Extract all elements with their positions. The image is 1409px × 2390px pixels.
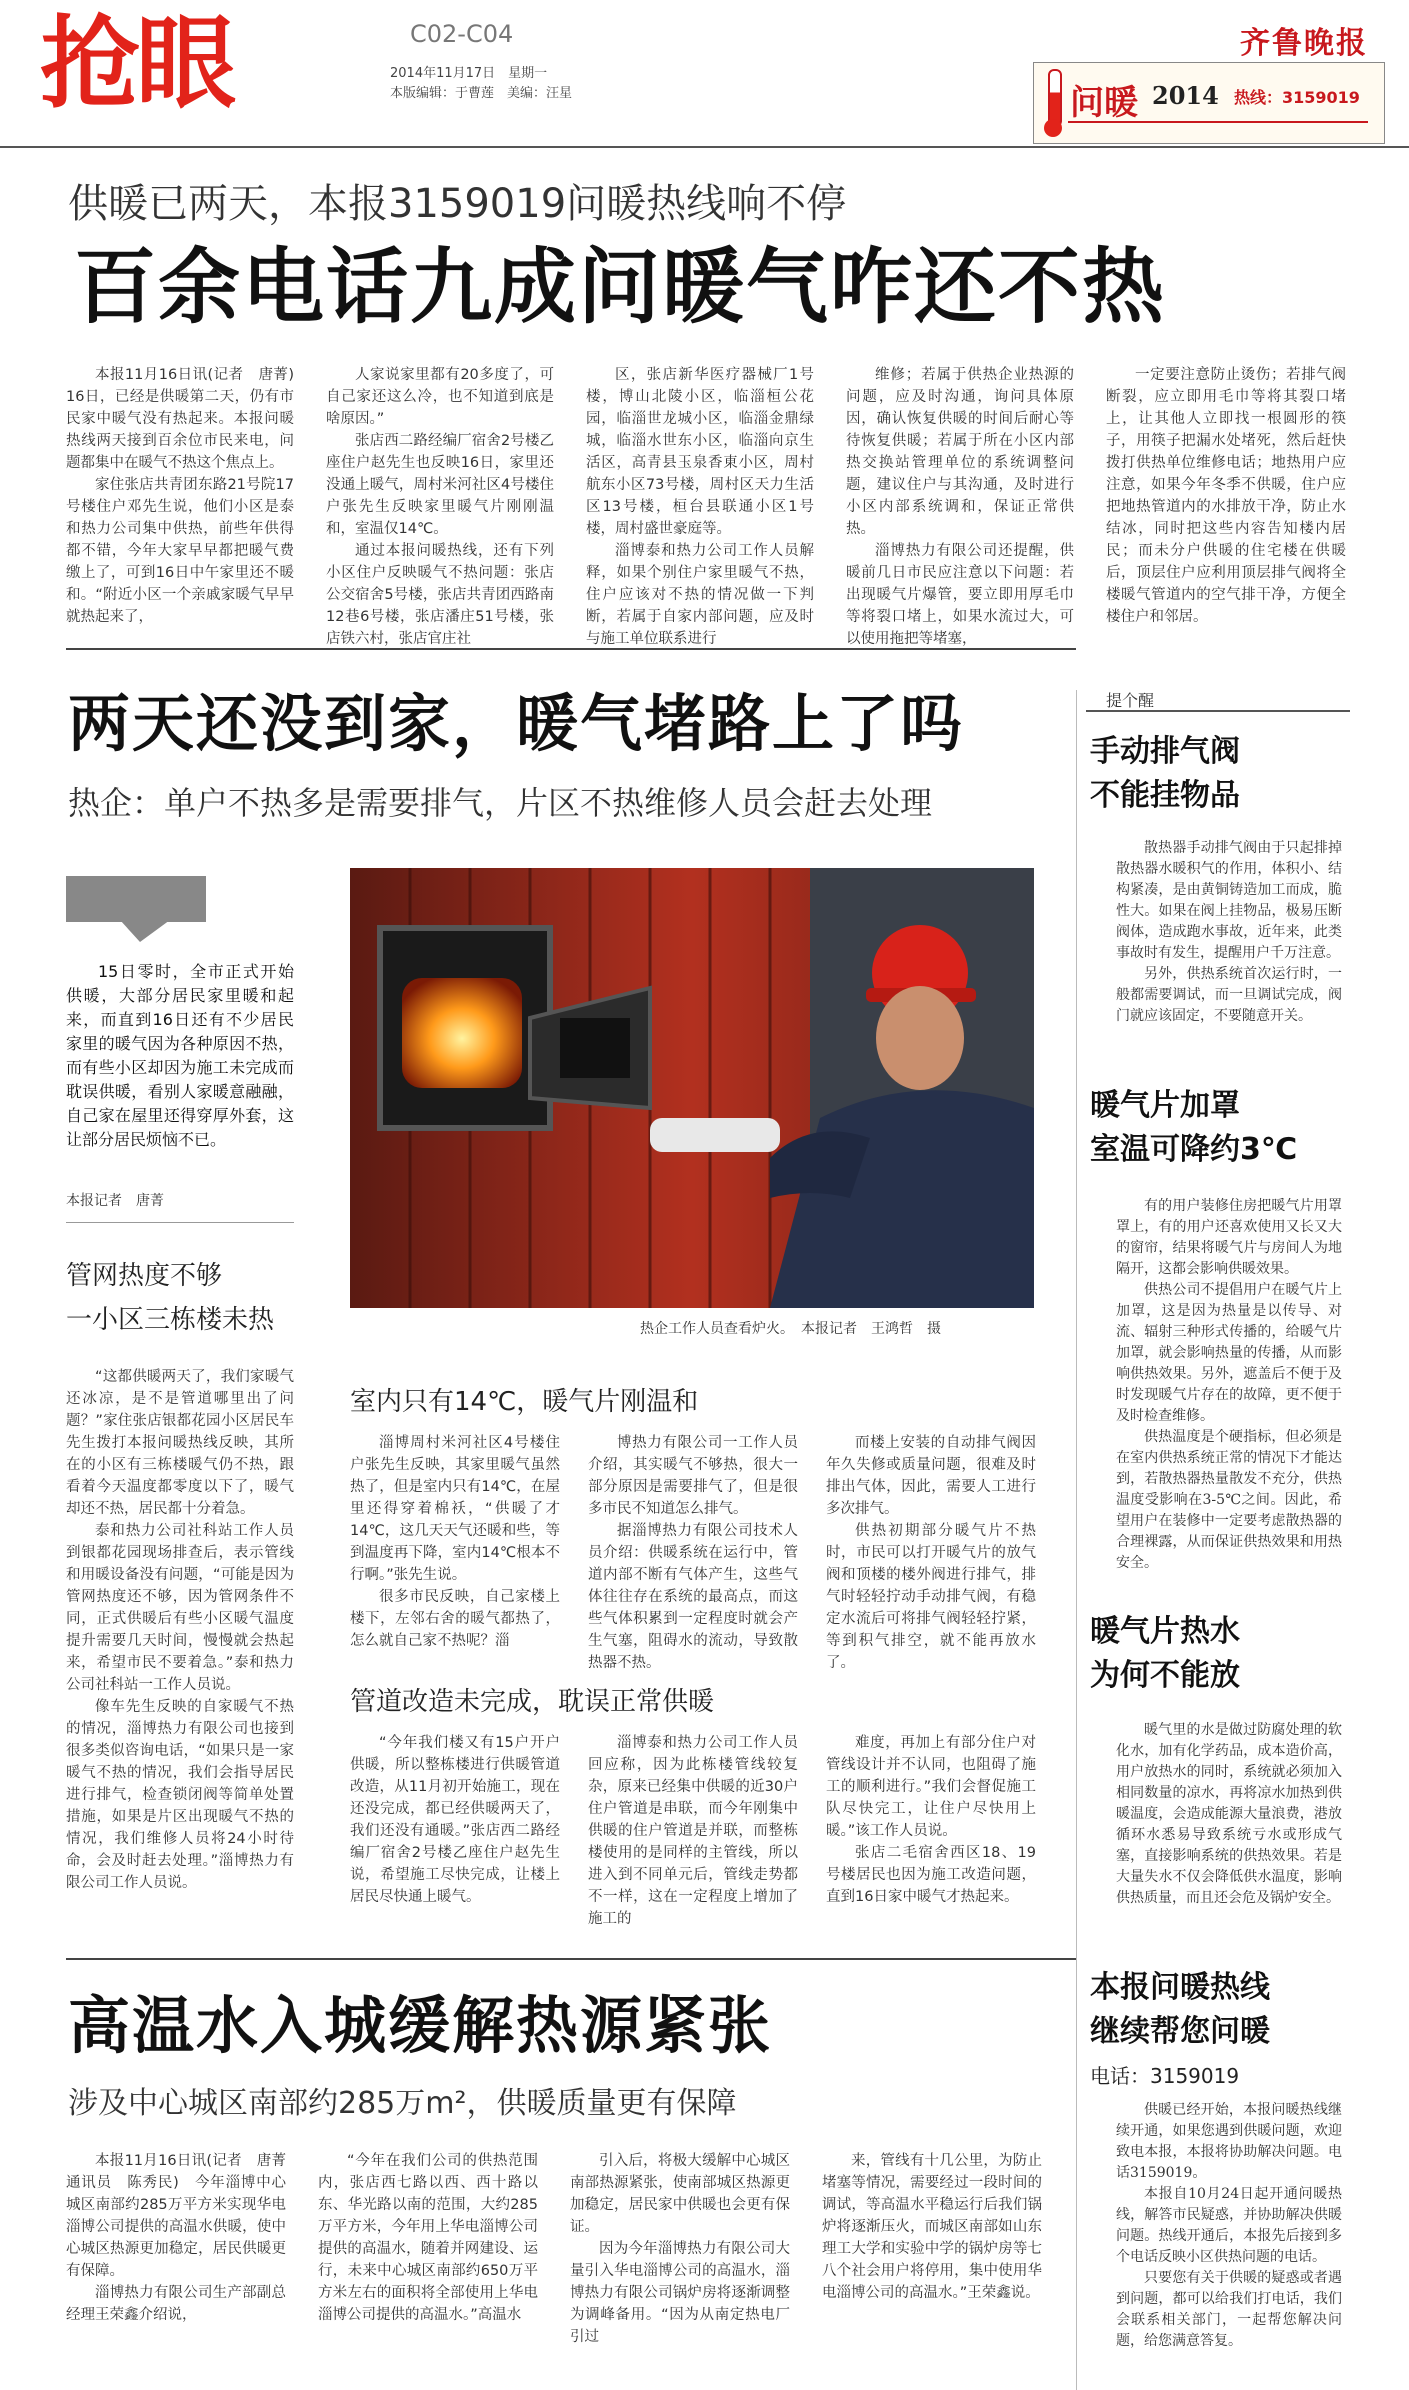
- paper-name: 齐鲁晚报: [1240, 26, 1368, 61]
- sub3-col-1: [350, 1732, 560, 1932]
- paragraph: 因为今年淄博热力有限公司大量引入华电淄博公司的高温水，淄博热力有限公司锅炉房将逐渐调整为调峰备用。“因为从南定热电厂引过: [570, 2241, 790, 2345]
- sub2-col-2: [588, 1432, 798, 1671]
- header-rule: [0, 146, 1409, 148]
- paragraph: 张店二毛宿舍西区18、19号楼居民也因为施工改造问题，直到16日家中暖气才热起来。: [826, 1845, 1036, 1905]
- story3-kicker: 涉及中心城区南部约285万m²，供暖质量更有保障: [68, 2086, 737, 2121]
- sidebar-tag: 提个醒: [1106, 691, 1155, 710]
- paragraph: 本报11月16日讯(记者 唐菁) 16日，已经是供暖第二天，仍有市民家中暖气没有热起来。本报问暖热线两天接到百余位市民来电，问题都集中在暖气不热这个焦点上。: [66, 367, 309, 471]
- paragraph: 张店西二路经编厂宿舍2号楼乙座住户赵先生也反映16日，家里还没通上暖气，周村米河社区4号楼住户张先生反映家里暖气片刚刚温和，室温仅14℃。: [326, 433, 554, 537]
- paragraph: 人家说家里都有20多度了，可自己家还这么冷，也不知道到底是啥原因。”: [326, 367, 554, 427]
- sidebar-tag-bar: [1086, 686, 1350, 712]
- paragraph: 本报自10月24日起开通问暖热线，解答市民疑惑，并协助解决供暖问题。热线开通后，本报先后接到多个电话反映小区供热问题的电话。: [1116, 2186, 1342, 2265]
- story1-col-1: [66, 364, 309, 634]
- story1-headline: 百余电话九成问暖气咋还不热: [74, 240, 1167, 335]
- story3-col-4: [822, 2150, 1042, 2372]
- subhead-network-heat-text: [66, 1366, 294, 1926]
- story3-col-3: [570, 2150, 790, 2372]
- paragraph: “今年在我们公司的供热范围内，张店西七路以西、西十路以东、华光路以南的范围，大约285万平方米，今年用上华电淄博公司提供的高温水，随着并网建设、运行，未来中心城区南部约650万平方米左右的面积将全部使用上华电淄博公司提供的高温水。”高温水: [318, 2153, 538, 2323]
- paragraph: 维修；若属于供热企业热源的问题，应及时沟通，询问具体原因，确认恢复供暖的时间后耐心等待恢复供暖；若属于所在小区内部热交换站管理单位的系统调整问题，建议住户与其沟通，及时进行小区内部系统调和，保证正常供热。: [846, 367, 1074, 537]
- paragraph: 引入后，将极大缓解中心城区南部热源紧张，使南部城区热源更加稳定，居民家中供暖也会更有保证。: [570, 2153, 790, 2235]
- story1-col-3: [586, 364, 814, 647]
- paragraph: 淄博泰和热力公司工作人员回应称，因为此栋楼管线较复杂，原来已经集中供暖的近30户住户管道是串联，而今年刚集中供暖的住户管道是并联，而整栋楼使用的是同样的主管线，所以进入到不同单元后，管线走势都不一样，这在一定程度上增加了施工的: [588, 1735, 798, 1927]
- paragraph: 淄博热力有限公司生产部副总经理王荣鑫介绍说，: [66, 2285, 286, 2323]
- sidebar-h1: 手动排气阀 不能挂物品: [1090, 734, 1240, 813]
- paragraph: 淄博热力有限公司还提醒，供暖前几日市民应注意以下问题：若出现暖气片爆管，要立即用厚毛巾等将裂口堵上，如果水流过大，可以使用拖把等堵塞，: [846, 543, 1074, 647]
- subhead-pipe-renovation: 管道改造未完成，耽误正常供暖: [350, 1687, 715, 1717]
- paragraph: “这都供暖两天了，我们家暖气还冰凉，是不是管道哪里出了问题？”家住张店银都花园小区居民车先生拨打本报问暖热线反映，其所在的小区有三栋楼暖气仍不热，跟看着今天温度都零度以下了，暖气却还不热，居民都十分着急。: [66, 1369, 294, 1517]
- story2-byline: 本报记者 唐菁: [66, 1193, 164, 1209]
- sub3-col-3: [826, 1732, 1036, 1932]
- paragraph: 一定要注意防止烫伤；若排气阀断裂，应立即用毛巾等将其裂口堵上，让其他人立即找一根圆形的筷子，用筷子把漏水处堵死，然后赶快拨打供热单位维修电话；地热用户应注意，如果今年冬季不供暖，住户应把地热管道内的水排放干净，防止水结冰，同时把这些内容告知楼内居民；而未分户供暖的住宅楼在供暖后，顶层住户应利用顶层排气阀将全楼暖气管道内的空气排干净，方便全楼住户和邻居。: [1106, 367, 1346, 625]
- furnace-photo-svg: [350, 868, 1034, 1308]
- sidebar-t4: [1116, 2100, 1342, 2370]
- paragraph: 暖气里的水是做过防腐处理的软化水，加有化学药品，成本造价高，用户放热水的同时，系统就必须加入相同数量的凉水，再将凉水加热到供暖温度，会造成能源大量浪费，港放循环水悉易导致系统亏水或形成气塞，直接影响系统的供热效果。若是大量失水不仅会降低供水温度，影响供热质量，而且还会危及锅炉安全。: [1116, 1722, 1342, 1906]
- hotline-year: 2014: [1152, 81, 1219, 110]
- issue-date: 2014年11月17日 星期一: [390, 66, 548, 81]
- story3-col-2: [318, 2150, 538, 2372]
- paragraph: 另外，供热系统首次运行时，一般都需要调试，而一旦调试完成，阀门就应该固定，不要随意开关。: [1116, 966, 1342, 1024]
- sidebar-h4: 本报问暖热线 继续帮您问暖: [1090, 1970, 1270, 2049]
- paragraph: 供热公司不提倡用户在暖气片上加罩，这是因为热量是以传导、对流、辐射三种形式传播的，给暖气片加罩，就会影响热量的传播，从而影响供热效果。另外，遮盖后不便于及时发现暖气片存在的故障，更不便于及时检查维修。: [1116, 1282, 1342, 1424]
- thermometer-bulb-icon: [1044, 119, 1062, 137]
- paragraph: 难度，再加上有部分住户对管线设计并不认同，也阻碍了施工的顺利进行。”我们会督促施工队尽快完工，让住户尽快用上暖。”该工作人员说。: [826, 1735, 1036, 1839]
- story2-lead: 15日零时，全市正式开始供暖，大部分居民家里暖和起来，而直到16日还有不少居民家里的暖气因为各种原因不热，而有些小区却因为施工未完成而耽误供暖，看别人家暖意融融，自己家在屋里还得穿厚外套，这让部分居民烦恼不已。: [66, 962, 294, 1149]
- sub3-col-2: [588, 1732, 798, 1932]
- sidebar-t1: [1116, 838, 1342, 1064]
- hotline-banner: [1033, 62, 1385, 144]
- sidebar-t2: [1116, 1196, 1342, 1596]
- story3-headline: 高温水入城缓解热源紧张: [68, 1989, 773, 2062]
- paragraph: 来，管线有十几公里，为防止堵塞等情况，需要经过一段时间的调试，等高温水平稳运行后我们锅炉将逐渐压火，而城区南部如山东理工大学和实验中学的锅炉房等七八个社会用户将停用，集中使用华电淄博公司的高温水。”王荣鑫说。: [822, 2153, 1042, 2301]
- speech-bubble-tail-icon: [120, 920, 170, 942]
- paragraph: 只要您有关于供暖的疑惑或者遇到问题，都可以给我们打电话，我们会联系相关部门，一起帮您解决问题，给您满意答复。: [1116, 2270, 1342, 2349]
- sidebar-h2: 暖气片加罩 室温可降约3℃: [1090, 1088, 1298, 1167]
- banner-rule: [1068, 121, 1368, 123]
- sub2-col-3: [826, 1432, 1036, 1671]
- paragraph: 而楼上安装的自动排气阀因年久失修或质量问题，很难及时排出气体，因此，需要人工进行多次排气。: [826, 1435, 1036, 1517]
- story2-headline: 两天还没到家，暖气堵路上了吗: [68, 687, 965, 760]
- paragraph: 像车先生反映的自家暖气不热的情况，淄博热力有限公司也接到很多类似咨询电话，“如果只是一家暖气不热的情况，我们会指导居民进行排气，检查锁闭阀等简单处置措施，如果是片区出现暖气不热的情况，我们维修人员将24小时待命，会及时赶去处理。”淄博热力有限公司工作人员说。: [66, 1699, 294, 1891]
- speech-bubble-icon: [66, 876, 206, 922]
- hotline-tag: 问暖: [1070, 83, 1138, 123]
- story1-col-4: [846, 364, 1074, 647]
- paragraph: 区，张店新华医疗器械厂1号楼，博山北陵小区，临淄桓公花园，临淄世龙城小区，临淄金鼎绿城，临淄水世东小区，临淄向京生活区，高青县玉泉香東小区，周村航东小区73号楼，周村区天力生活区13号楼，桓台县联通小区1号楼，周村盛世豪庭等。: [586, 367, 814, 537]
- paragraph: 通过本报问暖热线，还有下列小区住户反映暖气不热问题：张店公交宿舍5号楼，张店共青团西路南12巷6号楼，张店潘庄51号楼，张店铁六村，张店官庄社: [326, 543, 554, 647]
- editor-credits: 本版编辑：于曹莲 美编：汪星: [390, 86, 573, 101]
- sub2-col-1: [350, 1432, 560, 1662]
- paragraph: 本报11月16日讯(记者 唐菁 通讯员 陈秀民) 今年淄博中心城区南部约285万平方米实现华电淄博公司提供的高温水供暖，使中心城区热源更加稳定，居民供暖更有保障。: [66, 2153, 301, 2279]
- paragraph: 有的用户装修住房把暖气片用罩罩上，有的用户还喜欢使用又长又大的窗帘，结果将暖气片与房间人为地隔开，这都会影响供暖效果。: [1116, 1198, 1342, 1277]
- story1-rule: [66, 648, 1076, 650]
- photo-caption: 热企工作人员查看炉火。 本报记者 王鸿哲 摄: [640, 1321, 941, 1337]
- paragraph: 据淄博热力有限公司技术人员介绍：供暖系统在运行中，管道内部不断有气体产生，这些气体往往存在系统的最高点，而这些气体积累到一定程度时就会产生气塞，阻碍水的流动，导致散热器不热。: [588, 1523, 798, 1671]
- furnace-photo: [350, 868, 1034, 1308]
- story3-top-rule: [66, 1958, 1076, 1960]
- sidebar-phone: 电话：3159019: [1090, 2064, 1240, 2088]
- paragraph: 供暖已经开始，本报问暖热线继续开通，如果您遇到供暖问题，欢迎致电本报，本报将协助解决问题。电话3159019。: [1116, 2102, 1342, 2181]
- hotline-number: 热线：3159019: [1234, 88, 1360, 107]
- story3-col-1: [66, 2150, 301, 2372]
- story2-kicker: 热企：单户不热多是需要排气，片区不热维修人员会赶去处理: [68, 784, 933, 822]
- paragraph: 淄博周村米河社区4号楼住户张先生反映，其家里暖气虽然热了，但是室内只有14℃，在屋里还得穿着棉袄，“供暖了才14℃，这几天天气还暖和些，等到温度再下降，室内14℃根本不行啊。”张先生说。: [350, 1435, 560, 1583]
- page-logo: 抢眼: [40, 5, 232, 122]
- paragraph: 泰和热力公司社科站工作人员到银都花园现场排查后，表示管线和用暖设备没有问题，“可能是因为管网热度还不够，因为管网条件不同，正式供暖后有些小区暖气温度提升需要几天时间，慢慢就会热起来，希望市民不要着急。”泰和热力公司社科站一工作人员说。: [66, 1523, 294, 1693]
- paragraph: 供热初期部分暖气片不热时，市民可以打开暖气片的放气阀和顶楼的楼外阀进行排气，排气时轻轻拧动手动排气阀，有稳定水流后可将排气阀轻轻拧紧，等到积气排空，就不能再放水了。: [826, 1523, 1036, 1671]
- story1-kicker: 供暖已两天，本报3159019问暖热线响不停: [68, 181, 847, 227]
- paragraph: 供热温度是个硬指标，但必须是在室内供热系统正常的情况下才能达到，若散热器热量散发不充分，供热温度受影响在3-5℃之间。因此，希望用户在装修中一定要考虑散热器的合理裸露，从而保证供热效果和用热安全。: [1116, 1429, 1342, 1571]
- story1-col-5: [1106, 364, 1346, 634]
- sidebar-h3: 暖气片热水 为何不能放: [1090, 1614, 1240, 1693]
- paragraph: “今年我们楼又有15户开户供暖，所以整栋楼进行供暖管道改造，从11月初开始施工，现在还没完成，都已经供暖两天了，我们还没有通暖。”张店西二路经编厂宿舍2号楼乙座住户赵先生说，希望施工尽快完成，让楼上居民尽快通上暖气。: [350, 1735, 560, 1905]
- lead-rule: [66, 1222, 294, 1223]
- paragraph: 淄博泰和热力公司工作人员解释，如果个别住户家里暖气不热，住户应该对不热的情况做一下判断，若属于自家内部问题，应及时与施工单位联系进行: [586, 543, 814, 647]
- subhead-network-heat: 管网热度不够 一小区三栋楼未热: [66, 1261, 275, 1335]
- paragraph: 博热力有限公司一工作人员介绍，其实暖气不够热，很大一部分原因是需要排气了，但是很多市民不知道怎么排气。: [588, 1435, 798, 1517]
- paragraph: 很多市民反映，自己家楼上楼下，左邻右舍的暖气都热了，怎么就自己家不热呢？淄: [350, 1589, 560, 1649]
- paragraph: 散热器手动排气阀由于只起排掉散热器水暖积气的作用，体积小、结构紧凑，是由黄铜铸造加工而成，脆性大。如果在阀上挂物品，极易压断阀体，造成跑水事故，近年来，此类事故时有发生，提醒用户千万注意。: [1116, 840, 1342, 961]
- sidebar-t3: [1116, 1720, 1342, 1940]
- subhead-indoor-14c: 室内只有14℃，暖气片刚温和: [350, 1387, 699, 1417]
- paragraph: 家住张店共青团东路21号院17号楼住户邓先生说，他们小区是泰和热力公司集中供热，前些年供得都不错，今年大家早早都把暖气费缴上了，可到16日中午家里还不暖和。“附近小区一个亲戚家暖气早早就热起来了，: [66, 477, 294, 625]
- story1-col-2: [326, 364, 554, 647]
- page-code: C02-C04: [410, 20, 514, 48]
- sidebar-divider: [1076, 690, 1077, 2390]
